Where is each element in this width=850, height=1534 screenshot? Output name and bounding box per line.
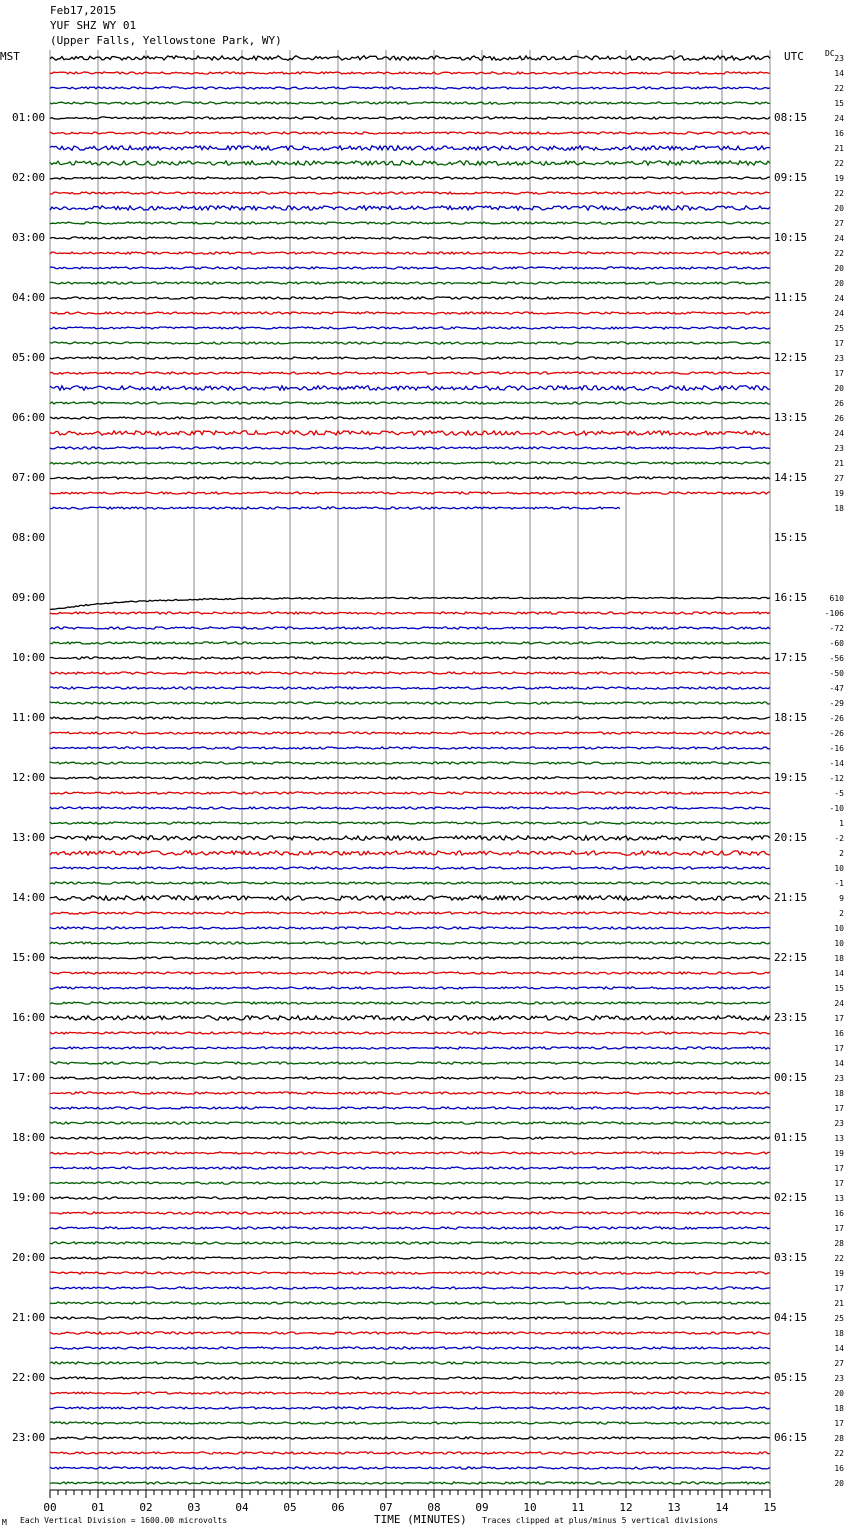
dc-offset-value: 18 [834, 1329, 844, 1338]
trace-row [50, 702, 770, 704]
utc-hour-label: 02:15 [774, 1191, 808, 1204]
chart-date: Feb17,2015 [50, 4, 117, 17]
trace-row [50, 1122, 770, 1124]
dc-offset-value: 20 [834, 384, 844, 393]
dc-offset-value: 2 [839, 849, 844, 858]
utc-hour-label: 18:15 [774, 711, 808, 724]
utc-hour-label: 21:15 [774, 891, 808, 904]
dc-offset-value: 1 [839, 819, 844, 828]
trace-row [50, 1032, 770, 1034]
trace-row [50, 117, 770, 119]
dc-offset-value: 24 [834, 309, 844, 318]
mst-hour-label: 10:00 [12, 651, 46, 664]
trace-row [50, 1302, 770, 1304]
utc-hour-label: 06:15 [774, 1431, 808, 1444]
mst-axis-title: MST [0, 50, 20, 63]
x-tick-label: 06 [331, 1501, 345, 1514]
footer-clip-note: Traces clipped at plus/minus 5 vertical divisions [482, 1516, 719, 1525]
trace-row [50, 1452, 770, 1454]
dc-offset-value: 14 [834, 969, 844, 978]
dc-offset-value: -72 [829, 624, 844, 633]
mst-hour-label: 22:00 [12, 1371, 46, 1384]
trace-row [50, 912, 770, 914]
dc-offset-value: 10 [834, 864, 844, 873]
utc-hour-label: 05:15 [774, 1371, 808, 1384]
dc-column-title: DC [825, 49, 835, 58]
chart-station: YUF SHZ WY 01 [50, 19, 137, 32]
trace-row [50, 1167, 770, 1169]
dc-offset-value: 20 [834, 1389, 844, 1398]
trace-row [50, 612, 770, 614]
dc-offset-value: 16 [834, 1029, 844, 1038]
trace-row [50, 177, 770, 179]
dc-offset-value: 10 [834, 939, 844, 948]
dc-offset-value: 23 [834, 354, 844, 363]
trace-row [50, 282, 770, 284]
x-tick-label: 11 [571, 1501, 585, 1514]
dc-offset-value: 23 [834, 1119, 844, 1128]
mst-hour-label: 23:00 [12, 1431, 46, 1444]
dc-offset-value: 17 [834, 339, 844, 348]
trace-row [50, 896, 770, 900]
utc-hour-label: 01:15 [774, 1131, 808, 1144]
utc-hour-label: 04:15 [774, 1311, 808, 1324]
utc-hour-label: 08:15 [774, 111, 808, 124]
trace-row [50, 1257, 770, 1259]
dc-offset-value: -29 [829, 699, 844, 708]
x-tick-label: 13 [667, 1501, 681, 1514]
mst-hour-label: 21:00 [12, 1311, 46, 1324]
dc-offset-value: 10 [834, 924, 844, 933]
trace-row [50, 56, 770, 60]
trace-row [50, 747, 770, 749]
dc-offset-value: 21 [834, 1299, 844, 1308]
dc-offset-value: 17 [834, 1224, 844, 1233]
x-tick-label: 04 [235, 1501, 249, 1514]
mst-hour-label: 14:00 [12, 891, 46, 904]
x-tick-label: 14 [715, 1501, 729, 1514]
dc-offset-value: 18 [834, 1089, 844, 1098]
dc-offset-value: 23 [834, 444, 844, 453]
dc-offset-value: 14 [834, 69, 844, 78]
mst-hour-label: 19:00 [12, 1191, 46, 1204]
utc-hour-label: 09:15 [774, 171, 808, 184]
utc-axis-title: UTC [784, 50, 804, 63]
dc-offset-value: 23 [834, 1374, 844, 1383]
dc-offset-value: 16 [834, 129, 844, 138]
utc-hour-label: 19:15 [774, 771, 808, 784]
trace-row [50, 867, 770, 869]
dc-offset-value: 9 [839, 894, 844, 903]
dc-offset-value: -12 [829, 774, 844, 783]
trace-row [50, 237, 770, 239]
dc-offset-value: 15 [834, 984, 844, 993]
x-tick-label: 12 [619, 1501, 633, 1514]
x-tick-label: 03 [187, 1501, 201, 1514]
trace-row [50, 146, 770, 150]
dc-offset-value: 22 [834, 84, 844, 93]
dc-offset-value: -56 [829, 654, 844, 663]
dc-offset-value: 16 [834, 1209, 844, 1218]
dc-offset-value: 28 [834, 1434, 844, 1443]
dc-offset-value: 20 [834, 279, 844, 288]
dc-offset-value: 17 [834, 1104, 844, 1113]
utc-hour-label: 03:15 [774, 1251, 808, 1264]
dc-offset-value: 17 [834, 1179, 844, 1188]
dc-offset-value: 24 [834, 999, 844, 1008]
dc-offset-value: 23 [834, 54, 844, 63]
trace-row [50, 372, 770, 374]
dc-offset-value: 24 [834, 234, 844, 243]
dc-offset-value: 18 [834, 954, 844, 963]
dc-offset-value: 13 [834, 1194, 844, 1203]
trace-row [50, 627, 770, 629]
dc-offset-value: 2 [839, 909, 844, 918]
utc-hour-label: 12:15 [774, 351, 808, 364]
trace-row [50, 492, 770, 494]
trace-row [50, 206, 770, 210]
dc-offset-value: -26 [829, 729, 844, 738]
trace-row [50, 777, 770, 779]
trace-row [50, 807, 770, 809]
trace-row [50, 1392, 770, 1394]
trace-row [50, 417, 770, 419]
trace-row [50, 462, 770, 464]
dc-offset-value: 14 [834, 1059, 844, 1068]
trace-row [50, 1272, 770, 1274]
trace-row [50, 957, 770, 959]
utc-hour-label: 17:15 [774, 651, 808, 664]
dc-offset-value: 22 [834, 1449, 844, 1458]
dc-offset-value: 28 [834, 1239, 844, 1248]
trace-row [50, 1332, 770, 1334]
dc-offset-value: 20 [834, 264, 844, 273]
mst-hour-label: 03:00 [12, 231, 46, 244]
x-tick-label: 00 [43, 1501, 57, 1514]
trace-row [50, 836, 770, 840]
trace-row [50, 87, 770, 89]
dc-offset-value: -106 [824, 609, 844, 618]
trace-row [50, 507, 620, 509]
trace-row [50, 1407, 770, 1409]
trace-row [50, 822, 770, 824]
trace-row [50, 642, 770, 644]
utc-hour-label: 00:15 [774, 1071, 808, 1084]
dc-offset-value: 14 [834, 1344, 844, 1353]
trace-row [50, 1317, 770, 1319]
dc-offset-value: -26 [829, 714, 844, 723]
mst-hour-label: 12:00 [12, 771, 46, 784]
mst-hour-label: 20:00 [12, 1251, 46, 1264]
trace-row [50, 357, 770, 359]
footer-mark: M [2, 1518, 7, 1527]
mst-hour-label: 07:00 [12, 471, 46, 484]
trace-row [50, 1002, 770, 1004]
dc-offset-value: 24 [834, 114, 844, 123]
trace-row [50, 1152, 770, 1154]
dc-offset-value: 27 [834, 1359, 844, 1368]
trace-row [50, 222, 770, 224]
mst-hour-label: 17:00 [12, 1071, 46, 1084]
trace-row [50, 252, 770, 254]
trace-row [50, 672, 770, 674]
dc-offset-value: 18 [834, 1404, 844, 1413]
dc-offset-value: 19 [834, 489, 844, 498]
dc-offset-value: 13 [834, 1134, 844, 1143]
trace-row [50, 102, 770, 104]
trace-row [50, 327, 770, 329]
trace-row [50, 1107, 770, 1109]
x-tick-label: 07 [379, 1501, 393, 1514]
dc-offset-value: 26 [834, 414, 844, 423]
x-tick-label: 01 [91, 1501, 105, 1514]
utc-hour-label: 16:15 [774, 591, 808, 604]
mst-hour-label: 15:00 [12, 951, 46, 964]
trace-row [50, 762, 770, 764]
mst-hour-label: 05:00 [12, 351, 46, 364]
dc-offset-value: -2 [834, 834, 844, 843]
dc-offset-value: 22 [834, 189, 844, 198]
dc-offset-value: 22 [834, 159, 844, 168]
trace-row [50, 597, 770, 609]
dc-offset-value: 15 [834, 99, 844, 108]
mst-hour-label: 06:00 [12, 411, 46, 424]
dc-offset-value: 27 [834, 219, 844, 228]
mst-hour-label: 02:00 [12, 171, 46, 184]
dc-offset-value: 20 [834, 204, 844, 213]
trace-row [50, 1077, 770, 1079]
dc-offset-value: 19 [834, 1149, 844, 1158]
dc-offset-value: -16 [829, 744, 844, 753]
trace-row [50, 882, 770, 884]
x-tick-label: 15 [763, 1501, 777, 1514]
mst-hour-label: 08:00 [12, 531, 46, 544]
trace-row [50, 297, 770, 299]
mst-hour-label: 13:00 [12, 831, 46, 844]
dc-offset-value: 22 [834, 1254, 844, 1263]
chart-location: (Upper Falls, Yellowstone Park, WY) [50, 34, 282, 47]
dc-offset-value: 19 [834, 1269, 844, 1278]
trace-row [50, 312, 770, 314]
mst-hour-label: 09:00 [12, 591, 46, 604]
trace-row [50, 1422, 770, 1424]
dc-offset-value: -14 [829, 759, 844, 768]
dc-offset-value: 25 [834, 324, 844, 333]
mst-hour-label: 04:00 [12, 291, 46, 304]
dc-offset-value: -60 [829, 639, 844, 648]
trace-row [50, 1467, 770, 1469]
trace-row [50, 1137, 770, 1139]
trace-row [50, 1197, 770, 1199]
x-tick-label: 09 [475, 1501, 489, 1514]
trace-row [50, 1047, 770, 1049]
x-tick-label: 02 [139, 1501, 153, 1514]
dc-offset-value: 25 [834, 1314, 844, 1323]
trace-row [50, 687, 770, 689]
mst-hour-label: 11:00 [12, 711, 46, 724]
mst-hour-label: 16:00 [12, 1011, 46, 1024]
dc-offset-value: 17 [834, 1014, 844, 1023]
trace-row [50, 161, 770, 165]
dc-offset-value: 24 [834, 429, 844, 438]
trace-row [50, 1016, 770, 1020]
trace-row [50, 987, 770, 989]
trace-row [50, 1482, 770, 1484]
dc-offset-value: -5 [834, 789, 844, 798]
x-tick-label: 10 [523, 1501, 537, 1514]
trace-row [50, 431, 770, 435]
trace-row [50, 1362, 770, 1364]
dc-offset-value: 21 [834, 144, 844, 153]
mst-hour-label: 01:00 [12, 111, 46, 124]
trace-row [50, 267, 770, 269]
trace-row [50, 447, 770, 449]
trace-row [50, 72, 770, 74]
trace-row [50, 402, 770, 404]
trace-row [50, 792, 770, 794]
dc-offset-value: 24 [834, 294, 844, 303]
trace-row [50, 851, 770, 855]
trace-row [50, 927, 770, 929]
dc-offset-value: 19 [834, 174, 844, 183]
trace-row [50, 942, 770, 944]
dc-offset-value: 17 [834, 1419, 844, 1428]
trace-row [50, 717, 770, 719]
utc-hour-label: 15:15 [774, 531, 808, 544]
utc-hour-label: 13:15 [774, 411, 808, 424]
x-tick-label: 08 [427, 1501, 441, 1514]
trace-row [50, 1377, 770, 1379]
dc-offset-value: -1 [834, 879, 844, 888]
trace-row [50, 657, 770, 659]
utc-hour-label: 10:15 [774, 231, 808, 244]
trace-row [50, 1242, 770, 1244]
dc-offset-value: 16 [834, 1464, 844, 1473]
dc-offset-value: -10 [829, 804, 844, 813]
x-axis-title: TIME (MINUTES) [374, 1513, 467, 1526]
trace-row [50, 972, 770, 974]
trace-row [50, 1227, 770, 1229]
dc-offset-value: 22 [834, 249, 844, 258]
trace-row [50, 1092, 770, 1094]
dc-offset-value: 610 [829, 594, 844, 603]
mst-hour-label: 18:00 [12, 1131, 46, 1144]
trace-row [50, 1182, 770, 1184]
dc-offset-value: 18 [834, 504, 844, 513]
trace-row [50, 1347, 770, 1349]
trace-row [50, 477, 770, 479]
utc-hour-label: 22:15 [774, 951, 808, 964]
trace-row [50, 132, 770, 134]
utc-hour-label: 20:15 [774, 831, 808, 844]
x-tick-label: 05 [283, 1501, 297, 1514]
dc-offset-value: 20 [834, 1479, 844, 1488]
trace-row [50, 1062, 770, 1064]
dc-offset-value: 17 [834, 1044, 844, 1053]
dc-offset-value: -47 [829, 684, 844, 693]
utc-hour-label: 11:15 [774, 291, 808, 304]
trace-row [50, 1212, 770, 1214]
dc-offset-value: 17 [834, 1164, 844, 1173]
trace-row [50, 1437, 770, 1439]
trace-row [50, 192, 770, 194]
trace-row [50, 732, 770, 734]
utc-hour-label: 14:15 [774, 471, 808, 484]
dc-offset-value: 17 [834, 369, 844, 378]
dc-offset-value: 26 [834, 399, 844, 408]
dc-offset-value: 23 [834, 1074, 844, 1083]
trace-row [50, 1287, 770, 1289]
trace-row [50, 386, 770, 390]
trace-row [50, 342, 770, 344]
dc-offset-value: 17 [834, 1284, 844, 1293]
footer-scale: Each Vertical Division = 1600.00 microvolts [20, 1516, 228, 1525]
utc-hour-label: 23:15 [774, 1011, 808, 1024]
dc-offset-value: -50 [829, 669, 844, 678]
dc-offset-value: 21 [834, 459, 844, 468]
dc-offset-value: 27 [834, 474, 844, 483]
